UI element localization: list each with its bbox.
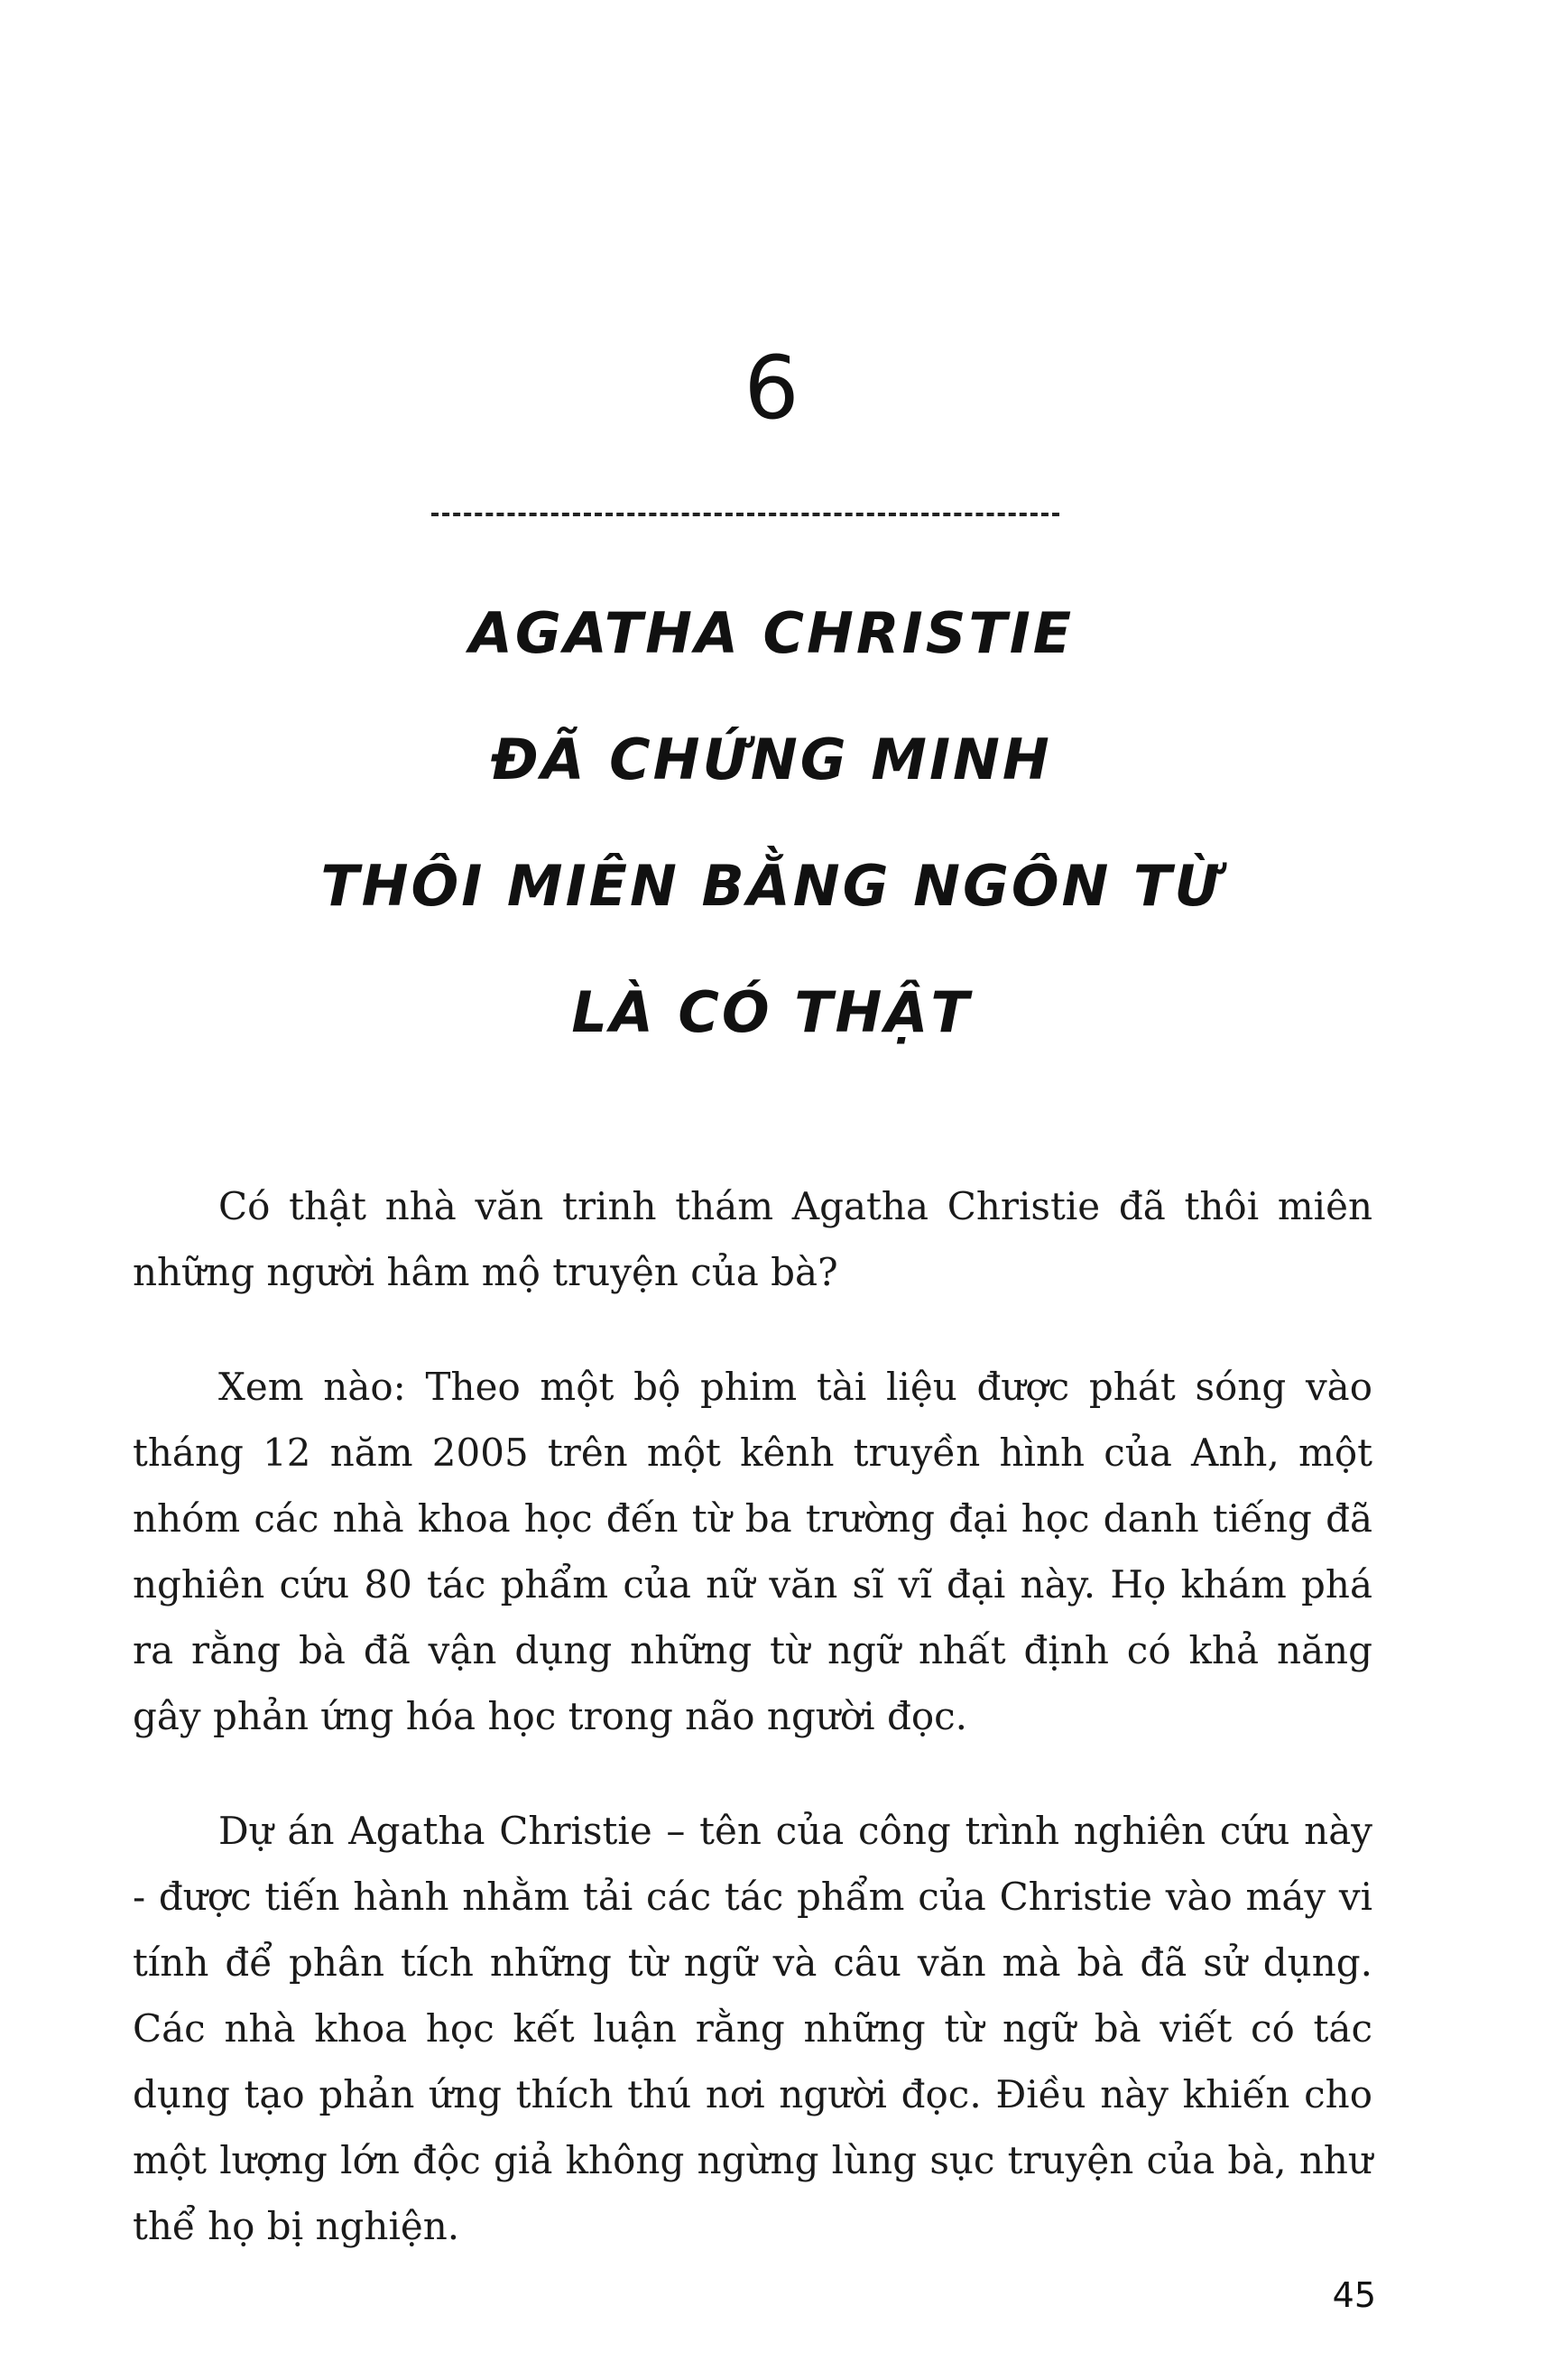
paragraph: Xem nào: Theo một bộ phim tài liệu được phát sóng vào tháng 12 năm 2005 trên một kênh truyền hình của Anh, một nhóm các nhà khoa học đến từ ba trường đại học danh tiếng đã nghiên cứu 80 tác phẩm của nữ văn sĩ vĩ đại này. Họ khám phá ra rằng bà đã vận dụng những từ ngữ nhất định có khả năng gây phản ứng hóa học trong não người đọc. (133, 1365, 1372, 1738)
body-text (133, 1173, 1372, 2308)
chapter-title-line: ĐÃ CHỨNG MINH (491, 727, 1052, 792)
chapter-title-line: THÔI MIÊN BẰNG NGÔN TỪ (320, 853, 1223, 919)
chapter-title-line: AGATHA CHRISTIE (468, 600, 1075, 666)
page-number: 45 (1332, 2275, 1376, 2315)
chapter-number: 6 (744, 338, 799, 439)
chapter-title (0, 570, 1543, 1076)
paragraph: Có thật nhà văn trinh thám Agatha Christie đã thôi miên những người hâm mộ truyện của bà? (133, 1184, 1372, 1294)
dashed-separator (431, 513, 1059, 516)
chapter-title-line: LÀ CÓ THẬT (571, 979, 972, 1045)
paragraph: Dự án Agatha Christie – tên của công trình nghiên cứu này - được tiến hành nhằm tải các tác phẩm của Christie vào máy vi tính để phân tích những từ ngữ và câu văn mà bà đã sử dụng. Các nhà khoa học kết luận rằng những từ ngữ bà viết có tác dụng tạo phản ứng thích thú nơi người đọc. Điều này khiến cho một lượng lớn độc giả không ngừng lùng sục truyện của bà, như thể họ bị nghiện. (133, 1809, 1372, 2248)
